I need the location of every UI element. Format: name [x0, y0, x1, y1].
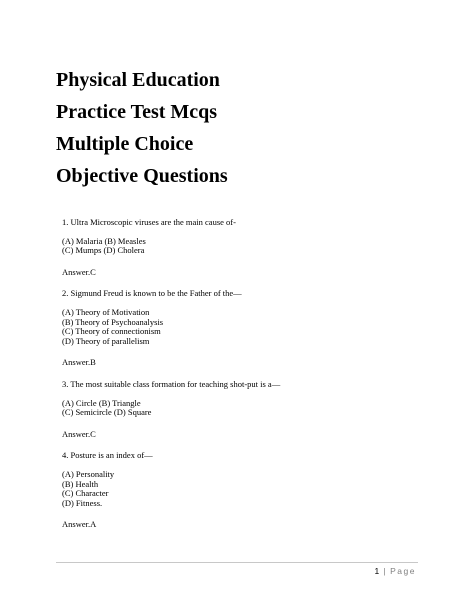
option-line: (C) Semicircle (D) Square	[62, 407, 152, 418]
answer-text: Answer.A	[62, 519, 97, 530]
answer-text: Answer.C	[62, 428, 96, 439]
question-text: 1. Ultra Microscopic viruses are the main cause of-	[62, 217, 236, 227]
document-title	[56, 64, 228, 192]
footer-divider	[56, 562, 418, 563]
question-text: 4. Posture is an index of—	[62, 450, 153, 461]
option-line: (C) Theory of connectionism	[62, 326, 161, 337]
page-label: Page	[390, 566, 416, 576]
option-line: (A) Malaria (B) Measles	[62, 235, 146, 246]
option-line: (C) Character	[62, 488, 109, 499]
option-line: (D) Fitness.	[62, 497, 103, 508]
question-options	[62, 308, 442, 346]
option-line: (B) Theory of Psychoanalysis	[62, 316, 164, 327]
question-options	[62, 470, 442, 508]
question-options	[62, 399, 442, 418]
page-footer	[374, 566, 416, 576]
title-line-2: Practice Test Mcqs	[56, 101, 218, 123]
question-3	[62, 380, 442, 439]
question-text: 3. The most suitable class formation for teaching shot-put is a—	[62, 378, 281, 389]
title-line-4: Objective Questions	[56, 165, 228, 187]
title-line-3: Multiple Choice	[56, 133, 194, 155]
question-4	[62, 451, 442, 530]
question-1	[62, 218, 442, 277]
question-2	[62, 289, 442, 368]
answer-text: Answer.B	[62, 357, 96, 368]
option-line: (A) Circle (B) Triangle	[62, 397, 141, 408]
title-line-1: Physical Education	[56, 69, 220, 91]
page-number: 1	[374, 566, 380, 576]
answer-text: Answer.C	[62, 266, 96, 277]
question-text: 2. Sigmund Freud is known to be the Father of the—	[62, 288, 242, 299]
option-line: (A) Personality	[62, 468, 115, 479]
option-line: (A) Theory of Motivation	[62, 306, 150, 317]
question-options	[62, 237, 442, 256]
option-line: (C) Mumps (D) Cholera	[62, 245, 145, 256]
option-line: (D) Theory of parallelism	[62, 335, 150, 346]
footer-separator: |	[383, 566, 386, 576]
question-list	[62, 218, 442, 542]
option-line: (B) Health	[62, 478, 99, 489]
